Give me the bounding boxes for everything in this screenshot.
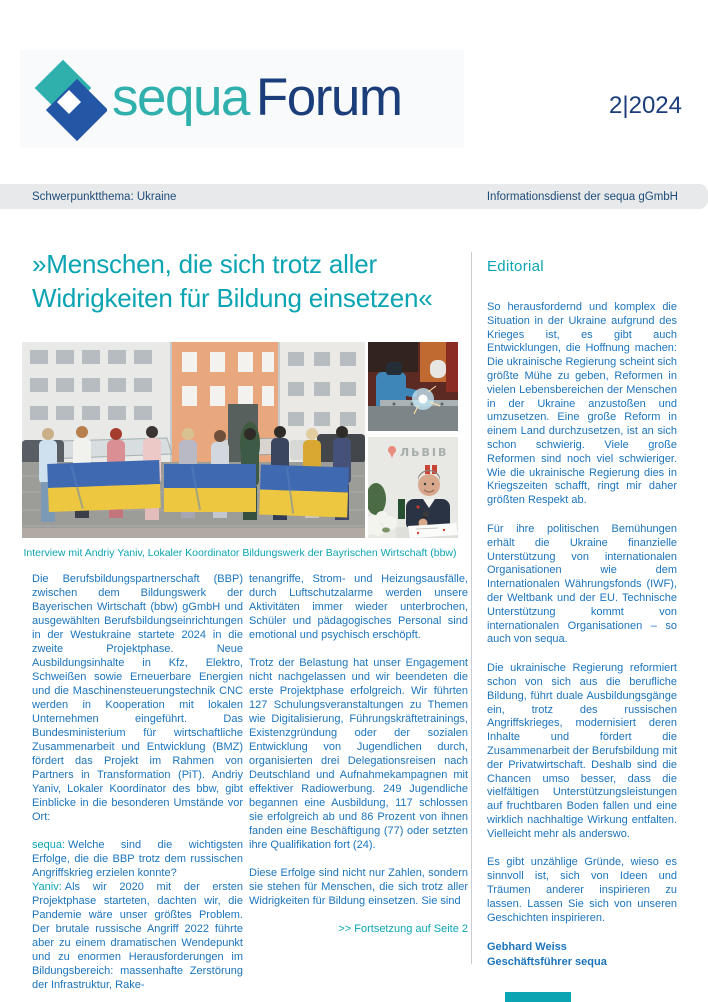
andriy-yaniv-photo <box>368 437 458 538</box>
editorial-paragraph: So herausfordernd und komplex die Situation in der Ukraine aufgrund des Krieges ist, es gibt auch Entwicklungen, die Hoffnung machen: Die ukrainische Regierung scheint sich größte Mühe zu geben, Reformen in vielen Lebensbereichen der Menschen in der Ukraine anzustoßen und umzusetzen. Eine große Reform in einem Land durchzusetzen, ist an sich schon schwierig. Viele große Reformen sind noch viel schwieriger. Wie die ukrainische Regierung dies in Kriegszeiten schafft, ringt mir daher größten Respekt ab. <box>487 301 677 507</box>
interview-answer <box>32 880 243 992</box>
article-column-1 <box>32 572 243 992</box>
editorial-paragraph: Es gibt unzählige Gründe, wieso es sinnvoll ist, sich von Ideen und Träumen anderer inspirieren zu lassen. Lassen Sie sich von unseren Geschichten inspirieren. <box>487 856 677 924</box>
footer-accent-bar <box>505 992 571 1002</box>
photo-caption: Interview mit Andriy Yaniv, Lokaler Koordinator Bildungswerk der Bayrischen Wirtschaft (bbw) <box>23 547 457 559</box>
speaker-sequa: sequa: <box>32 839 66 851</box>
article-column-2 <box>249 572 468 950</box>
editorial-sidebar <box>487 258 677 970</box>
topic-label: Schwerpunktthema: Ukraine <box>32 190 177 203</box>
brand-sequa: sequa <box>112 68 249 127</box>
column-divider <box>471 252 472 964</box>
sequa-diamond-logo-icon <box>33 58 107 155</box>
welding-photo <box>368 342 458 431</box>
editorial-paragraph: Für ihre politischen Bemühungen erhält die Ukraine finanzielle Unterstützung von internationalen Organisationen wie dem Internationalen Währungsfonds (IWF), der Weltbank und der EU. Technische Unterstützung kommt von internationalen Organisationen – so auch von sequa. <box>487 522 677 646</box>
article-paragraph: Diese Erfolge sind nicht nur Zahlen, sondern sie stehen für Menschen, die sich trotz aller Widrigkeiten für Bildung einsetzen. Sie sind <box>249 867 468 907</box>
answer-text: Als wir 2020 mit der ersten Projektphase starteten, dachten wir, die Pandemie wäre unser größtes Problem. Der brutale russische Angriff 2022 führte aber zu einem dramatischen Wendepunkt und zu enormen Herausforderungen im Bildungsbereich: massenhafte Zerstörung der Infrastruktur, Rake- <box>32 881 243 991</box>
brand-wordmark <box>112 68 402 128</box>
lviv-overlay-text: ЛЬВІВ <box>400 446 449 459</box>
signature-name: Gebhard Weiss <box>487 941 567 954</box>
signature-role: Geschäftsführer sequa <box>487 956 607 969</box>
photo-collage <box>22 342 458 538</box>
brand-forum: Forum <box>255 68 402 127</box>
article-paragraph: tenangriffe, Strom- und Heizungsausfälle, durch Luftschutzalarme werden unsere Aktivitäten immer wieder unterbrochen, Schüler und pädagogisches Personal sind emotional und psychisch erschöpft. <box>249 573 468 641</box>
editorial-paragraph: Die ukrainische Regierung reformiert schon von sich aus die berufliche Bildung, führt duale Ausbildungsgänge ein, trotz des russischen Angriffskrieges, modernisiert deren Inhalte und fördert die Zusammenarbeit der Berufsbildung mit der Privatwirtschaft. Deshalb sind die Chancen umso besser, dass die vielfältigen Unterstützungsleistungen auf fruchtbaren Boden fallen und eine wirklich nachhaltige Wirkung entfalten. Vielleicht mehr als anderswo. <box>487 662 677 840</box>
interview-question <box>32 838 243 880</box>
question-text: Welche sind die wichtigsten Erfolge, die die BBP trotz dem russischen Angriffskrieg erzielen konnte? <box>32 839 243 879</box>
editorial-title: Editorial <box>487 258 544 275</box>
group-flags-photo <box>22 342 365 538</box>
service-label: Informationsdienst der sequa gGmbH <box>486 190 678 203</box>
issue-number: 2|2024 <box>609 92 682 119</box>
article-paragraph: Trotz der Belastung hat unser Engagement nicht nachgelassen und wir beendeten die erste Projektphase erfolgreich. Wir führten 127 Schulungsveranstaltungen zu Themen wie Digitalisierung, Führungskräftetrainings, Existenzgründung oder der sozialen Entwicklung von Jugendlichen durch, organisierten drei Delegationsreisen nach Deutschland und Aufnahmekampagnen mit effektiver Radiowerbung. 249 Jugendliche begannen eine Ausbildung, 117 schlossen sie erfolgreich ab und 86 Prozent von ihnen fanden eine Beschäftigung (77) oder setzten ihre Qualifikation fort (24). <box>249 657 468 851</box>
topic-bar <box>0 184 708 209</box>
article-paragraph: Die Berufsbildungspartnerschaft (BBP) zwischen dem Bildungswerk der Bayerischen Wirtschaft (bbw) gGmbH und ausgewählten Berufsbildungseinrichtungen in der Westukraine startete 2024 in die zweite Projektphase. Neue Ausbildungsinhalte in Kfz, Elektro, Schweißen sowie Erneuerbare Energien und die Maschinensteuerungstechnik CNC werden in Kooperation mit lokalen Unternehmen eingeführt. Das Bundesministerium für wirtschaftliche Zusammenarbeit und Entwicklung (BMZ) fördert das Projekt im Rahmen von Partners in Transformation (PiT). Andriy Yaniv, Lokaler Koordinator des bbw, gibt Einblicke in die besonderen Umstände vor Ort: <box>32 573 243 823</box>
article-headline: »Menschen, die sich trotz aller Widrigkeiten für Bildung einsetzen« <box>32 249 433 313</box>
continuation-link[interactable]: >> Fortsetzung auf Seite 2 <box>338 923 468 935</box>
speaker-yaniv: Yaniv: <box>32 881 62 893</box>
